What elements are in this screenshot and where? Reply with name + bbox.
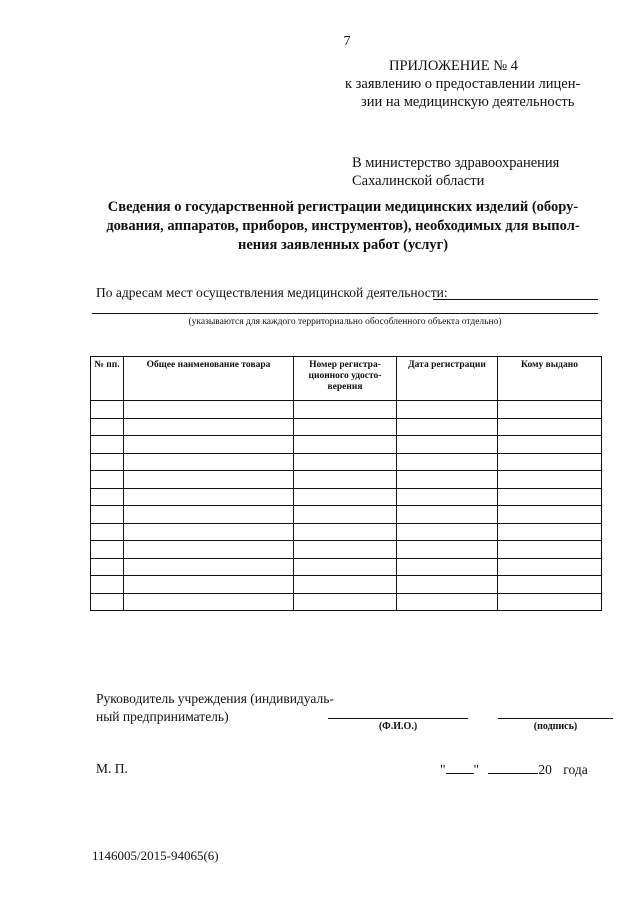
table-cell[interactable] (91, 418, 124, 436)
table-cell[interactable] (498, 558, 602, 576)
col-header-product-name: Общее наименование товара (124, 357, 294, 401)
address-note: (указываются для каждого территориально обособленного объекта отдельно) (188, 317, 502, 327)
table-cell[interactable] (498, 418, 602, 436)
table-row (91, 576, 602, 594)
table-cell[interactable] (294, 523, 397, 541)
stamp-place-label: М. П. (96, 761, 128, 776)
appendix-subtitle-line2: зии на медицинскую деятельность (361, 94, 575, 110)
table-row (91, 541, 602, 559)
table-cell[interactable] (498, 488, 602, 506)
table-cell[interactable] (294, 593, 397, 611)
head-of-institution-label (96, 690, 334, 726)
table-cell[interactable] (397, 418, 498, 436)
table-header-row (91, 357, 602, 401)
table-cell[interactable] (397, 576, 498, 594)
table-cell[interactable] (124, 488, 294, 506)
table-cell[interactable] (124, 593, 294, 611)
table-cell[interactable] (91, 471, 124, 489)
table-cell[interactable] (397, 523, 498, 541)
table-cell[interactable] (294, 558, 397, 576)
table-cell[interactable] (294, 541, 397, 559)
table-cell[interactable] (397, 471, 498, 489)
month-input-line[interactable] (488, 761, 538, 774)
table-cell[interactable] (397, 436, 498, 454)
recipient-line2: Сахалинской области (352, 173, 485, 189)
table-cell[interactable] (498, 541, 602, 559)
appendix-title: ПРИЛОЖЕНИЕ № 4 (389, 58, 518, 74)
head-label-line1: Руководитель учреждения (индивидуаль- (96, 691, 334, 706)
heading-line1: Сведения о государственной регистрации медицинских изделий (обору- (107, 199, 579, 215)
table-cell[interactable] (294, 401, 397, 419)
table-cell[interactable] (91, 576, 124, 594)
table-row (91, 453, 602, 471)
table-cell[interactable] (397, 593, 498, 611)
table-cell[interactable] (397, 401, 498, 419)
table-cell[interactable] (498, 506, 602, 524)
table-cell[interactable] (498, 453, 602, 471)
col-header-issued-to: Кому выдано (498, 357, 602, 401)
table-cell[interactable] (124, 506, 294, 524)
page-number: 7 (343, 34, 351, 49)
signature-input-line[interactable] (498, 718, 613, 719)
heading-line3: нения заявленных работ (услуг) (237, 237, 449, 253)
table-cell[interactable] (294, 488, 397, 506)
table-cell[interactable] (397, 558, 498, 576)
table-cell[interactable] (91, 436, 124, 454)
table-cell[interactable] (294, 576, 397, 594)
head-label-line2: ный предприниматель) (96, 709, 229, 724)
table-row (91, 558, 602, 576)
recipient-line1: В министерство здравоохранения (352, 155, 560, 171)
table-cell[interactable] (294, 453, 397, 471)
table-cell[interactable] (124, 436, 294, 454)
address-input-line[interactable] (433, 299, 598, 300)
address-input-line-2[interactable] (92, 313, 598, 314)
table-cell[interactable] (124, 558, 294, 576)
table-cell[interactable] (124, 541, 294, 559)
table-cell[interactable] (91, 488, 124, 506)
table-row (91, 506, 602, 524)
appendix-subtitle-line1: к заявлению о предоставлении лицен- (345, 76, 581, 92)
table-cell[interactable] (124, 576, 294, 594)
table-cell[interactable] (498, 576, 602, 594)
day-input-line[interactable] (446, 761, 474, 774)
table-cell[interactable] (498, 523, 602, 541)
table-cell[interactable] (91, 401, 124, 419)
appendix-block (345, 57, 580, 111)
document-heading (86, 198, 600, 255)
table-row (91, 418, 602, 436)
table-cell[interactable] (397, 453, 498, 471)
table-cell[interactable] (397, 541, 498, 559)
table-cell[interactable] (91, 506, 124, 524)
recipient-block (352, 154, 559, 190)
table-row (91, 401, 602, 419)
table-cell[interactable] (498, 593, 602, 611)
address-label: По адресам мест осуществления медицинской деятельности: (96, 285, 448, 300)
table-row (91, 471, 602, 489)
fio-input-line[interactable] (328, 718, 468, 719)
table-cell[interactable] (294, 418, 397, 436)
table-cell[interactable] (294, 436, 397, 454)
devices-table (90, 356, 602, 611)
table-cell[interactable] (498, 401, 602, 419)
table-cell[interactable] (498, 436, 602, 454)
table-cell[interactable] (124, 471, 294, 489)
table-cell[interactable] (91, 523, 124, 541)
table-cell[interactable] (124, 401, 294, 419)
table-row (91, 523, 602, 541)
table-cell[interactable] (91, 453, 124, 471)
col-header-certificate-number: Номер регистра- ционного удосто- верения (294, 357, 397, 401)
table-cell[interactable] (498, 471, 602, 489)
signature-caption: (подпись) (533, 721, 578, 732)
col-header-number: № пп. (91, 357, 124, 401)
table-cell[interactable] (124, 523, 294, 541)
date-field (440, 761, 588, 778)
table-cell[interactable] (91, 541, 124, 559)
date-quote-close: " (473, 762, 480, 777)
table-cell[interactable] (294, 471, 397, 489)
table-cell[interactable] (91, 558, 124, 576)
table-cell[interactable] (124, 418, 294, 436)
table-row (91, 436, 602, 454)
date-quote-open: " (440, 762, 446, 777)
table-cell[interactable] (124, 453, 294, 471)
col-header-registration-date: Дата регистрации (397, 357, 498, 401)
year-suffix: года (563, 762, 588, 777)
fio-caption: (Ф.И.О.) (378, 721, 418, 732)
heading-line2: дования, аппаратов, приборов, инструментов), необходимых для выпол- (106, 218, 580, 234)
table-cell[interactable] (294, 506, 397, 524)
year-prefix: 20 (538, 762, 552, 777)
document-code: 1146005/2015-94065(6) (92, 848, 219, 863)
table-row (91, 488, 602, 506)
table-cell[interactable] (397, 506, 498, 524)
table-cell[interactable] (397, 488, 498, 506)
table-row (91, 593, 602, 611)
table-cell[interactable] (91, 593, 124, 611)
